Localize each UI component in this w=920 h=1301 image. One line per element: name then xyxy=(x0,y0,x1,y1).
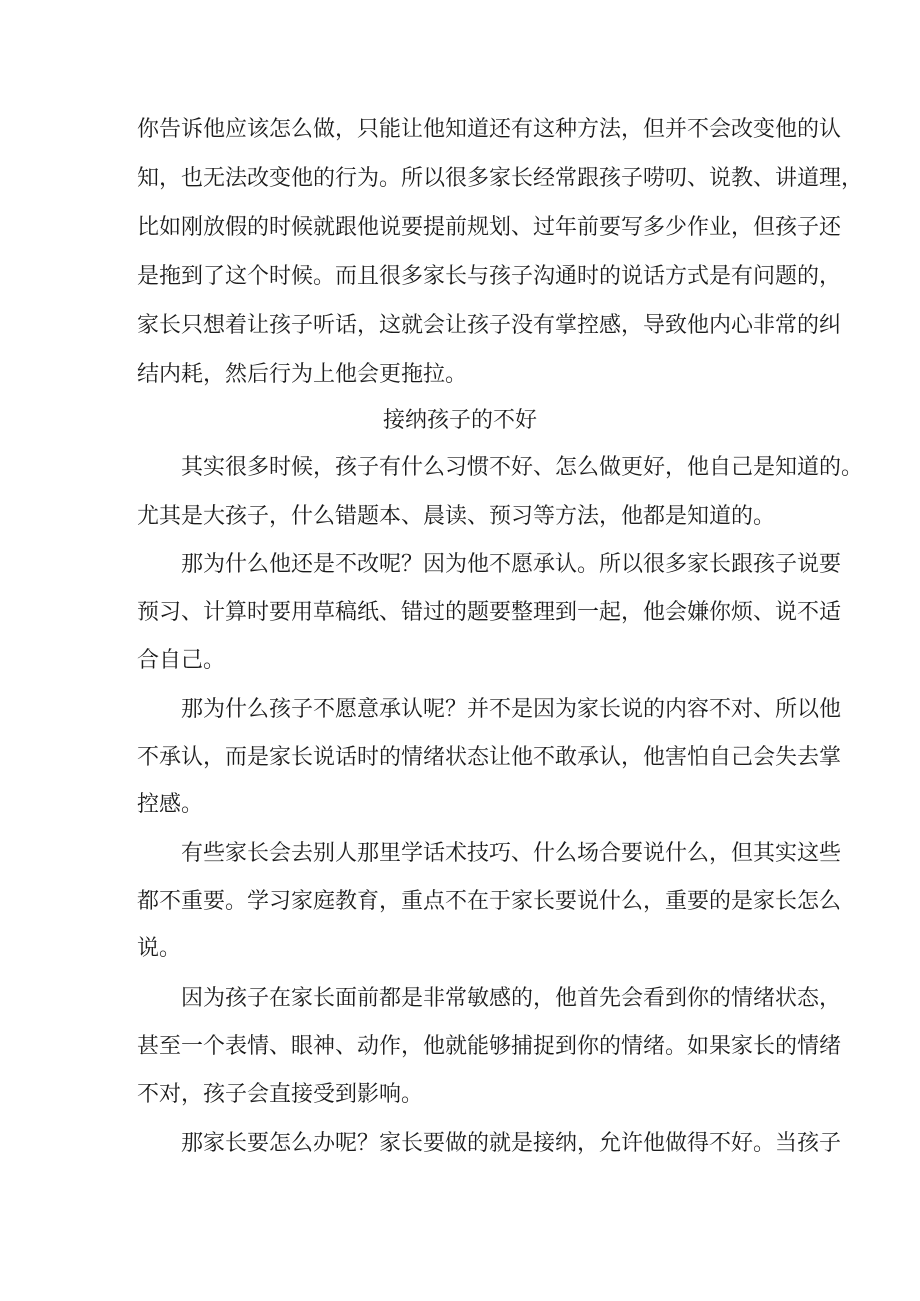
text-line: 比如刚放假的时候就跟他说要提前规划、过年前要写多少作业，但孩子还 xyxy=(137,215,842,240)
text-line: 那为什么他还是不改呢？因为他不愿承认。所以很多家长跟孩子说要 xyxy=(181,552,842,577)
text-line: 因为孩子在家长面前都是非常敏感的，他首先会看到你的情绪状态， xyxy=(181,986,842,1011)
text-line: 不承认，而是家长说话时的情绪状态让他不敢承认，他害怕自己会失去掌 xyxy=(137,745,842,770)
text-line: 你告诉他应该怎么做，只能让他知道还有这种方法，但并不会改变他的认 xyxy=(137,117,842,142)
text-line: 其实很多时候，孩子有什么习惯不好、怎么做更好，他自己是知道的。 xyxy=(181,455,864,480)
text-line: 结内耗，然后行为上他会更拖拉。 xyxy=(137,362,468,387)
text-line: 不对，孩子会直接受到影响。 xyxy=(137,1082,424,1107)
text-line: 控感。 xyxy=(137,792,204,817)
text-line: 家长只想着让孩子听话，这就会让孩子没有掌控感，导致他内心非常的纠 xyxy=(137,313,842,338)
text-line: 是拖到了这个时候。而且很多家长与孩子沟通时的说话方式是有问题的， xyxy=(137,264,842,289)
text-line: 合自己。 xyxy=(137,648,226,673)
text-line: 那为什么孩子不愿意承认呢？并不是因为家长说的内容不对、所以他 xyxy=(181,697,842,722)
text-line: 知，也无法改变他的行为。所以很多家长经常跟孩子唠叨、说教、讲道理， xyxy=(137,166,864,191)
text-line: 预习、计算时要用草稿纸、错过的题要整理到一起，他会嫌你烦、说不适 xyxy=(137,600,842,625)
text-line: 都不重要。学习家庭教育，重点不在于家长要说什么，重要的是家长怎么 xyxy=(137,889,842,914)
text-line: 甚至一个表情、眼神、动作，他就能够捕捉到你的情绪。如果家长的情绪 xyxy=(137,1034,842,1059)
text-line: 那家长要怎么办呢？家长要做的就是接纳，允许他做得不好。当孩子 xyxy=(181,1131,842,1156)
text-line: 有些家长会去别人那里学话术技巧、什么场合要说什么，但其实这些 xyxy=(181,841,842,866)
section-heading: 接纳孩子的不好 xyxy=(382,408,537,433)
text-line: 说。 xyxy=(137,936,182,961)
text-line: 尤其是大孩子，什么错题本、晨读、预习等方法，他都是知道的。 xyxy=(137,504,776,529)
